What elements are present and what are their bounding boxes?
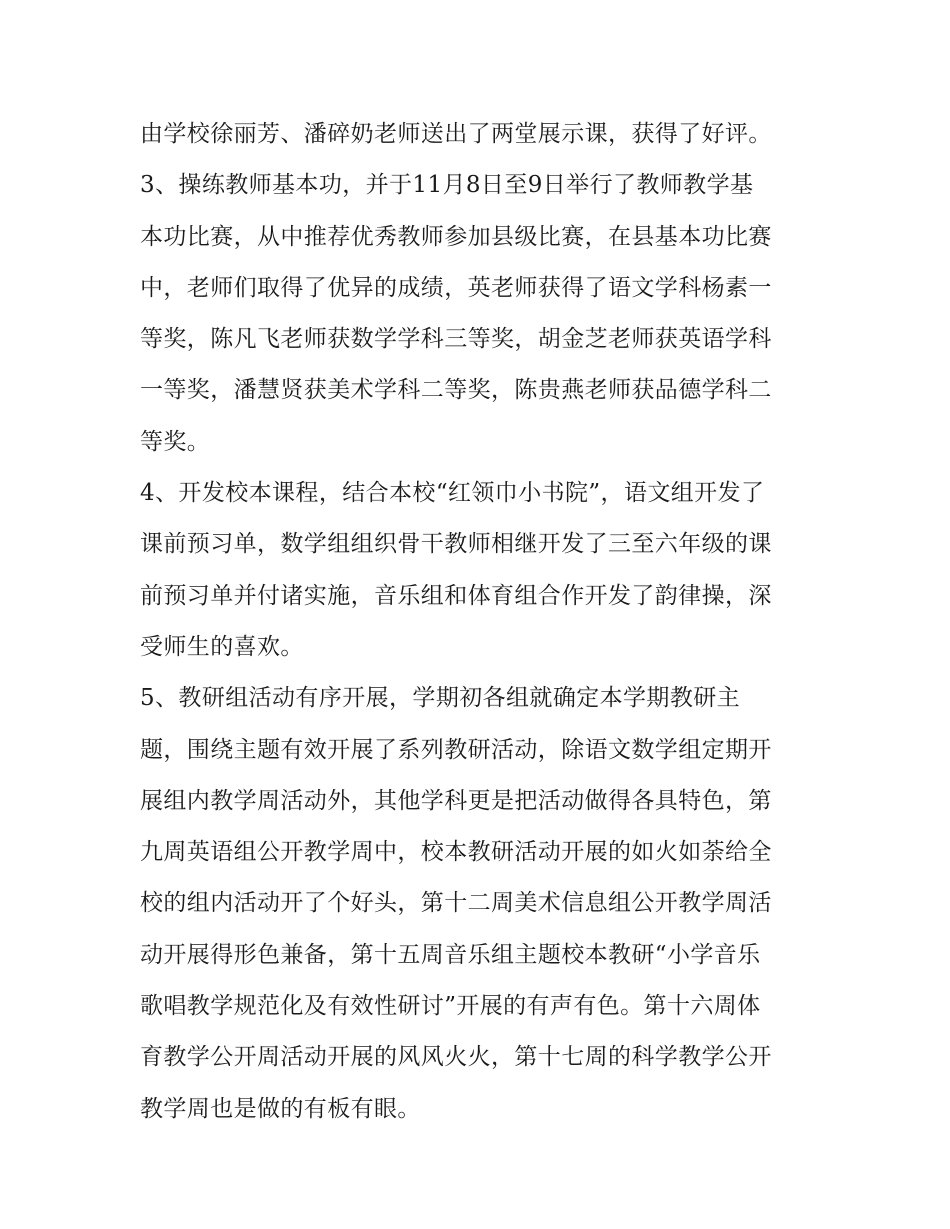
body-line-2: 3、操练教师基本功，并于11月8日至9日举行了教师教学基 — [140, 172, 754, 199]
body-line-16: 校的组内活动开了个好头，第十二周美术信息组公开教学周活 — [140, 890, 772, 917]
body-line-10: 前预习单并付诸实施，音乐组和体育组合作开发了韵律操，深 — [140, 582, 772, 609]
body-line-5: 等奖，陈凡飞老师获数学学科三等奖，胡金芝老师获英语学科 — [140, 326, 772, 353]
body-line-11: 受师生的喜欢。 — [140, 633, 304, 660]
body-line-7: 等奖。 — [140, 428, 211, 455]
document-body — [140, 109, 816, 1135]
body-line-6: 一等奖，潘慧贤获美术学科二等奖，陈贵燕老师获品德学科二 — [140, 377, 772, 404]
body-line-12: 5、教研组活动有序开展，学期初各组就确定本学期教研主 — [140, 685, 741, 712]
body-line-20: 教学周也是做的有板有眼。 — [140, 1095, 421, 1122]
body-line-9: 课前预习单，数学组组织骨干教师相继开发了三至六年级的课 — [140, 531, 772, 558]
body-line-13: 题，围绕主题有效开展了系列教研活动，除语文数学组定期开 — [140, 736, 772, 763]
body-line-18: 歌唱教学规范化及有效性研讨”开展的有声有色。第十六周体 — [140, 993, 761, 1020]
body-line-3: 本功比赛，从中推荐优秀教师参加县级比赛，在县基本功比赛 — [140, 223, 772, 250]
body-line-4: 中，老师们取得了优异的成绩，英老师获得了语文学科杨素一 — [140, 274, 772, 301]
body-line-17: 动开展得形色兼备，第十五周音乐组主题校本教研“小学音乐 — [140, 941, 761, 968]
body-line-1: 由学校徐丽芳、潘碎奶老师送出了两堂展示课，获得了好评。 — [140, 121, 772, 147]
body-line-8: 4、开发校本课程，结合本校“红领巾小书院”，语文组开发了 — [140, 480, 765, 507]
body-line-15: 九周英语组公开教学周中，校本教研活动开展的如火如荼给全 — [140, 839, 772, 866]
body-line-14: 展组内教学周活动外，其他学科更是把活动做得各具特色，第 — [140, 787, 772, 814]
body-line-19: 育教学公开周活动开展的风风火火，第十七周的科学教学公开 — [140, 1044, 772, 1071]
